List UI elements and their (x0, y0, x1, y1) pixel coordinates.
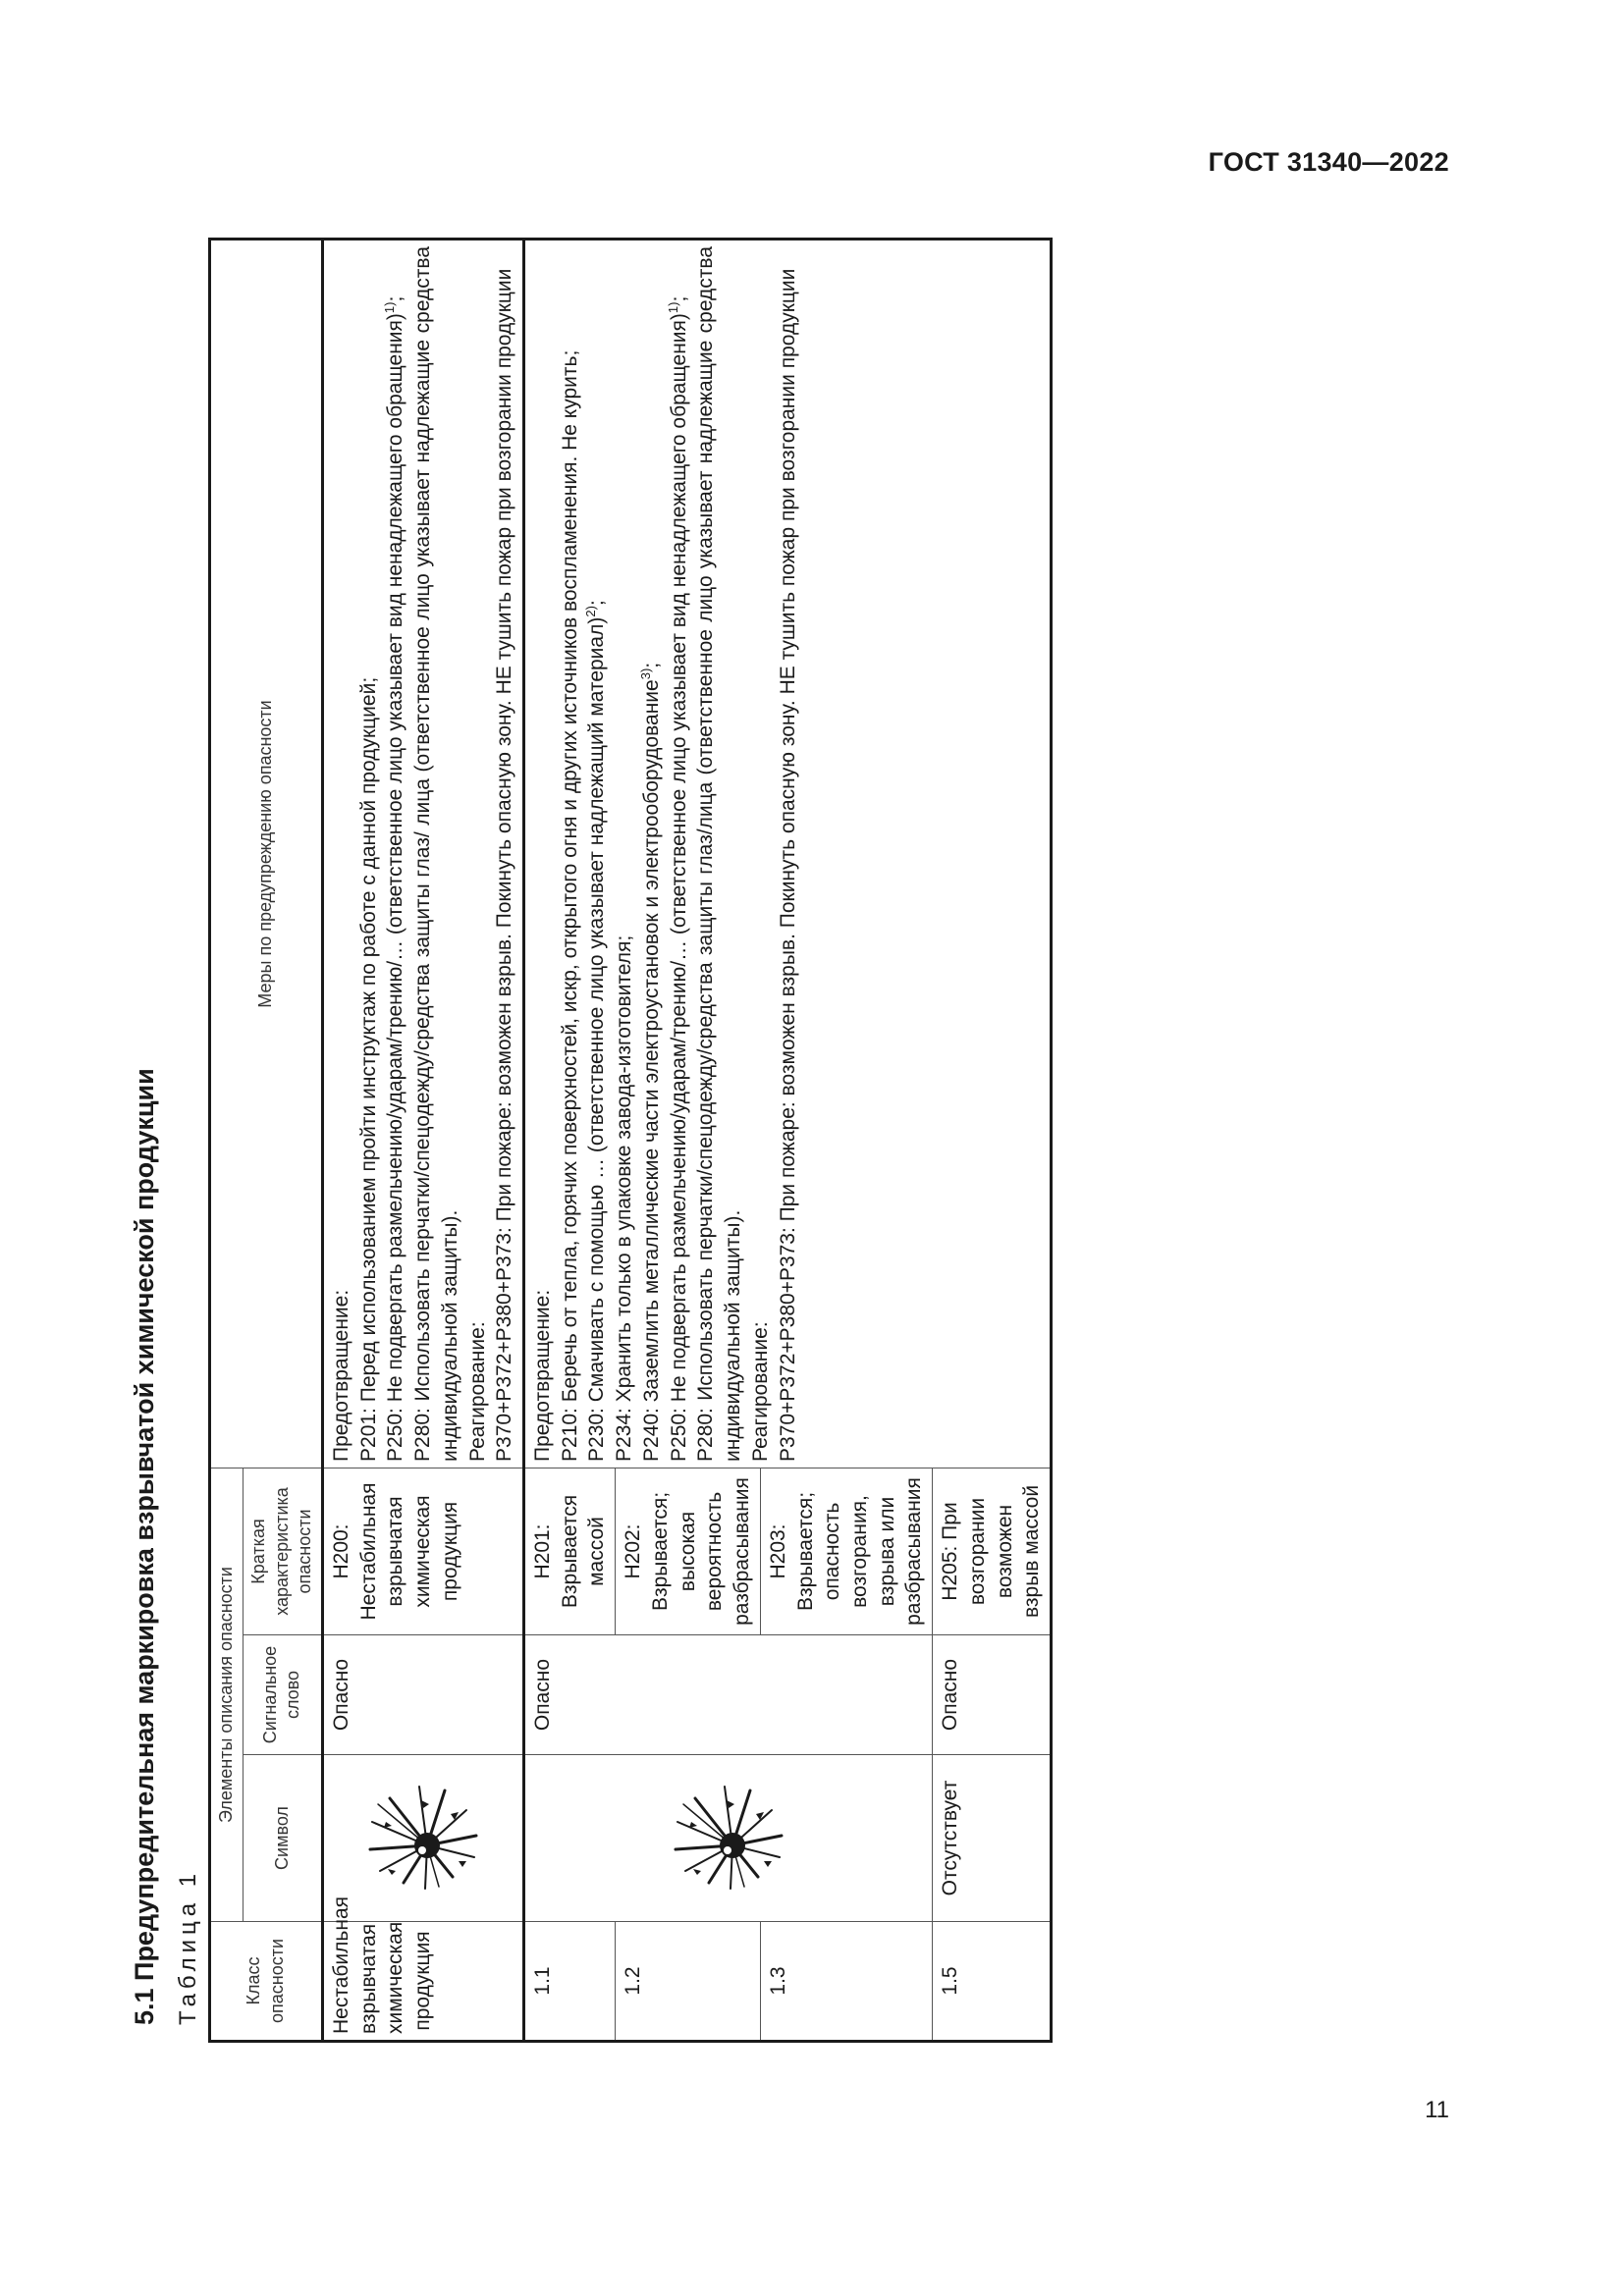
measures-cell (323, 239, 524, 1468)
table-label: Таблица 1 (175, 1868, 201, 2025)
header-symbol: Символ (243, 1755, 322, 1922)
class-cell: 1.1 (524, 1922, 616, 2042)
footnote-ref: 1) (382, 301, 398, 314)
header-signal-word: Сигнальное слово (243, 1635, 322, 1755)
table-row (524, 239, 616, 2041)
measure-p370: P370+P372+P380+P373: При пожаре: возможен взрыв. Покинуть опасную зону. НЕ тушить пожар при возгорании продукции (493, 268, 516, 1462)
symbol-cell (524, 1755, 933, 1922)
table-row (323, 239, 524, 2041)
measure-p234: P234: Хранить только в упаковке завода-изготовителя; (613, 934, 636, 1462)
symbol-cell: Отсутствует (933, 1755, 1052, 1922)
measure-p370: P370+P372+P380+P373: При пожаре: возможен взрыв. Покинуть опасную зону. НЕ тушить пожар при возгорании продукции (776, 268, 799, 1462)
header-measures: Меры по предупреждению опасности (210, 239, 323, 1468)
measure-p210: P210: Беречь от тепла, горячих поверхностей, искр, открытого огня и других источников воспламенения. Не курить; (558, 349, 581, 1462)
measure-p250: P250: Не подвергать размельчению/ударам/трению/… (ответственное лицо указывает вид ненадлежащего обращения)$^{1)}$; (665, 295, 690, 1462)
header-class: Класс опасности (210, 1922, 323, 2042)
rotated-content (110, 231, 1092, 2086)
measure-p240: P240: Заземлить металлические части электроустановок и электрооборудование$^{3)}$; (637, 662, 663, 1462)
prevention-label: Предотвращение: (531, 1289, 555, 1462)
brief-cell: H203: Взрывается; опасность возгорания, взрыва или разбрасывания (760, 1468, 932, 1634)
measure-p230: P230: Смачивать с помощью … (ответственное лицо указывает надлежащий материал)$^{2)}$; (583, 600, 609, 1462)
prevention-label: Предотвращение: (330, 1289, 352, 1462)
measure-p280: P280: Использовать перчатки/спецодежду/средства защиты глаз/лица (ответственное лицо указывает надлежащие средства индивидуальной защиты). (694, 245, 745, 1462)
footnote-ref: 1) (665, 301, 680, 314)
page-number: 11 (1425, 2097, 1449, 2123)
measures-cell (524, 239, 1052, 1468)
measure-p201: P201: Перед использованием пройти инструктаж по работе с данной продукцией; (356, 676, 380, 1462)
class-cell: Нестабильная взрывчатая химическая продукция (323, 1922, 524, 2042)
class-cell: 1.2 (616, 1922, 761, 2042)
section-title: 5.1 Предупредительная маркировка взрывчатой химической продукции (130, 1068, 159, 2025)
signal-word-cell: Опасно (524, 1635, 933, 1755)
header-elements-group: Элементы описания опасности (210, 1468, 244, 1921)
response-label: Реагирование: (748, 1321, 772, 1462)
class-cell: 1.5 (933, 1922, 1052, 2042)
brief-cell: H202: Взрывается; высокая вероятность разбрасывания (616, 1468, 761, 1634)
class-cell: 1.3 (760, 1922, 932, 2042)
symbol-cell (323, 1755, 524, 1922)
header-brief: Краткая характеристика опасности (243, 1468, 322, 1634)
footnote-ref: 3) (637, 667, 653, 680)
document-code: ГОСТ 31340—2022 (1208, 147, 1449, 177)
signal-word-cell: Опасно (323, 1635, 524, 1755)
measure-p280: P280: Использовать перчатки/спецодежду/средства защиты глаз/ лица (ответственное лицо указывает надлежащие средства индивидуальной защиты). (411, 245, 461, 1462)
hazard-table (208, 238, 1053, 2043)
measure-p250: P250: Не подвергать размельчению/ударам/трению/… (ответственное лицо указывает вид ненадлежащего обращения)$^{1)}$; (382, 295, 407, 1462)
footnote-ref: 2) (583, 606, 599, 617)
exploding-bomb-icon (670, 1780, 787, 1897)
brief-cell: H200: Нестабильная взрывчатая химическая продукция (323, 1468, 524, 1634)
exploding-bomb-icon (364, 1780, 482, 1897)
brief-cell: H205: При возгорании возможен взрыв массой (933, 1468, 1052, 1634)
signal-word-cell: Опасно (933, 1635, 1052, 1755)
response-label: Реагирование: (465, 1321, 489, 1462)
brief-cell: H201: Взрывается массой (524, 1468, 616, 1634)
